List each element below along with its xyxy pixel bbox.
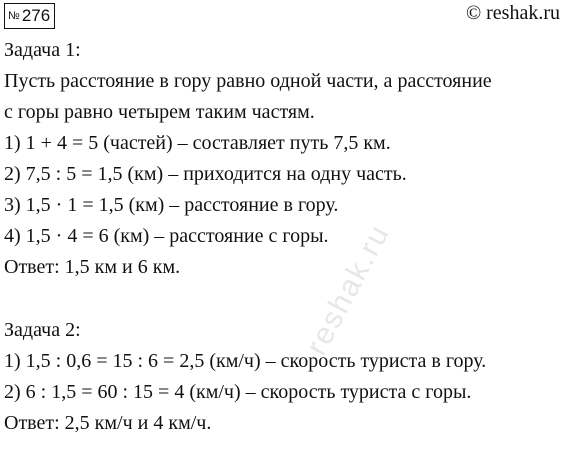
task1-line: Пусть расстояние в гору равно одной части, а расстояние: [4, 70, 492, 92]
task1-step: 4) 1,5 · 4 = 6 (км) – расстояние с горы.: [4, 225, 329, 247]
task2-title: Задача 2:: [4, 319, 81, 341]
task1-title: Задача 1:: [4, 39, 81, 61]
solution-content: [4, 36, 564, 440]
section-gap: [4, 284, 564, 316]
task1-step: 3) 1,5 · 1 = 1,5 (км) – расстояние в гору.: [4, 194, 339, 216]
problem-number: 276: [21, 6, 51, 25]
site-credit: © reshak.ru: [465, 2, 560, 24]
task2-answer: Ответ: 2,5 км/ч и 4 км/ч.: [4, 412, 212, 434]
task1-step: 1) 1 + 4 = 5 (частей) – составляет путь 7,5 км.: [4, 132, 391, 154]
task2-step: 1) 1,5 : 0,6 = 15 : 6 = 2,5 (км/ч) – скорость туриста в гору.: [4, 350, 487, 372]
problem-number-badge: [4, 3, 55, 29]
task1-line: с горы равно четырем таким частям.: [4, 101, 315, 123]
watermark: reshak.ru: [300, 218, 397, 361]
task2-step: 2) 6 : 1,5 = 60 : 15 = 4 (км/ч) – скорость туриста с горы.: [4, 381, 472, 403]
task1-answer: Ответ: 1,5 км и 6 км.: [4, 256, 181, 278]
task1-step: 2) 7,5 : 5 = 1,5 (км) – приходится на одну часть.: [4, 163, 407, 185]
number-sign: №: [8, 10, 20, 22]
